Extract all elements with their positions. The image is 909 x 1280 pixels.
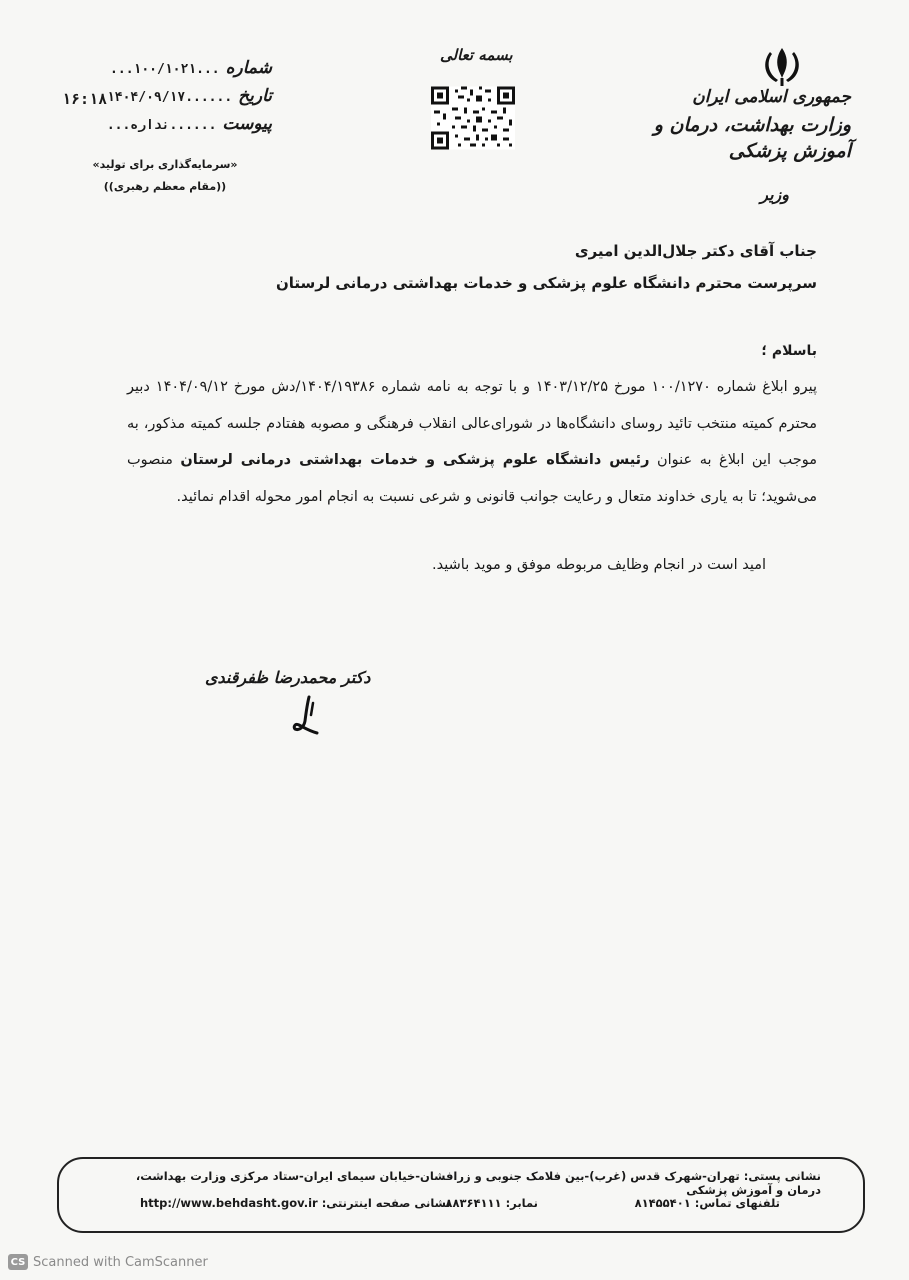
letter-meta bbox=[106, 58, 272, 142]
footer-contact bbox=[140, 1196, 780, 1214]
attachment-value: ...نداره...... bbox=[106, 118, 217, 133]
slogan-line1: «سرمایه‌گذاری برای تولید» bbox=[92, 158, 238, 171]
recipient-name: جناب آقای دکتر جلال‌الدین امیری bbox=[574, 242, 817, 260]
date-label: تاریخ bbox=[238, 86, 272, 106]
republic-title: جمهوری اسلامی ایران bbox=[692, 87, 851, 107]
footer-address: نشانی پستی: تهران-شهرک قدس (غرب)-بین فلامک جنوبی و زرافشان-خیابان سیمای ایران-ستاد مرکزی وزارت بهداشت، درمان و آموزش پزشکی bbox=[135, 1169, 821, 1197]
number-row bbox=[112, 58, 272, 86]
minister-title: وزیر bbox=[760, 185, 789, 204]
body-text-bold: رئیس دانشگاه علوم پزشکی و خدمات بهداشتی درمانی لرستان bbox=[180, 452, 650, 468]
attachment-row bbox=[106, 114, 272, 142]
recipient-title: سرپرست محترم دانشگاه علوم پزشکی و خدمات بهداشتی درمانی لرستان bbox=[275, 274, 817, 292]
body-text-1: پیرو ابلاغ شماره ۱۰۰/۱۲۷۰ مورخ ۱۴۰۳/۱۲/۲۵ و با توجه به نامه شماره ۱۴۰۴/۱۹۳۸۶/دش مورخ ۱۴۰۴/۰۹/۱۲ دبیر محترم کمیته منتخب تائید روسای دانشگاه‌ها در شورای‌عالی انقلاب فرهنگی و مصوبه هفتادم جلسه کمیته مذکور، به موجب این ابلاغ به عنوان bbox=[127, 379, 818, 468]
signature-mark bbox=[285, 695, 325, 737]
footer-phone: تلفنهای تماس: ۸۱۴۵۵۴۰۱ bbox=[634, 1196, 780, 1210]
footer-fax: نمابر: ۸۸۳۶۴۱۱۱ bbox=[445, 1196, 538, 1210]
date-value: ۱۴۰۴/۰۹/۱۷...... bbox=[106, 90, 233, 105]
number-value: ...۱۰۰/۱۰۲۱... bbox=[110, 62, 220, 77]
time-stamp: ۱۶:۱۸ bbox=[62, 90, 108, 108]
slogan-line2: ((مقام معظم رهبری)) bbox=[103, 180, 227, 193]
qr-code bbox=[431, 86, 515, 150]
signatory-name: دکتر محمدرضا ظفرقندی bbox=[205, 668, 371, 687]
closing-line: امید است در انجام وظایف مربوطه موفق و موید باشید. bbox=[432, 557, 766, 573]
slogan bbox=[90, 154, 240, 198]
iran-emblem-icon bbox=[762, 44, 802, 88]
body-paragraph bbox=[127, 369, 817, 515]
basmala: بسمه تعالی bbox=[440, 46, 513, 64]
footer-website: نشانی صفحه اینترنتی: http://www.behdasht.gov.ir bbox=[140, 1196, 451, 1210]
camscanner-icon: CS bbox=[8, 1254, 28, 1270]
camscanner-watermark bbox=[8, 1254, 208, 1270]
greeting: باسلام ؛ bbox=[761, 343, 817, 359]
camscanner-text: Scanned with CamScanner bbox=[33, 1254, 208, 1270]
ministry-title: وزارت بهداشت، درمان و آموزش پزشکی bbox=[653, 114, 851, 162]
attachment-label: پیوست bbox=[222, 114, 272, 134]
body-text-end: منصوب می‌شوید؛ تا به یاری خداوند متعال و رعایت جوانب قانونی و شرعی نسبت به انجام امور محوله اقدام نمائید. bbox=[127, 452, 817, 505]
date-row bbox=[106, 86, 272, 114]
number-label: شماره bbox=[225, 58, 272, 78]
